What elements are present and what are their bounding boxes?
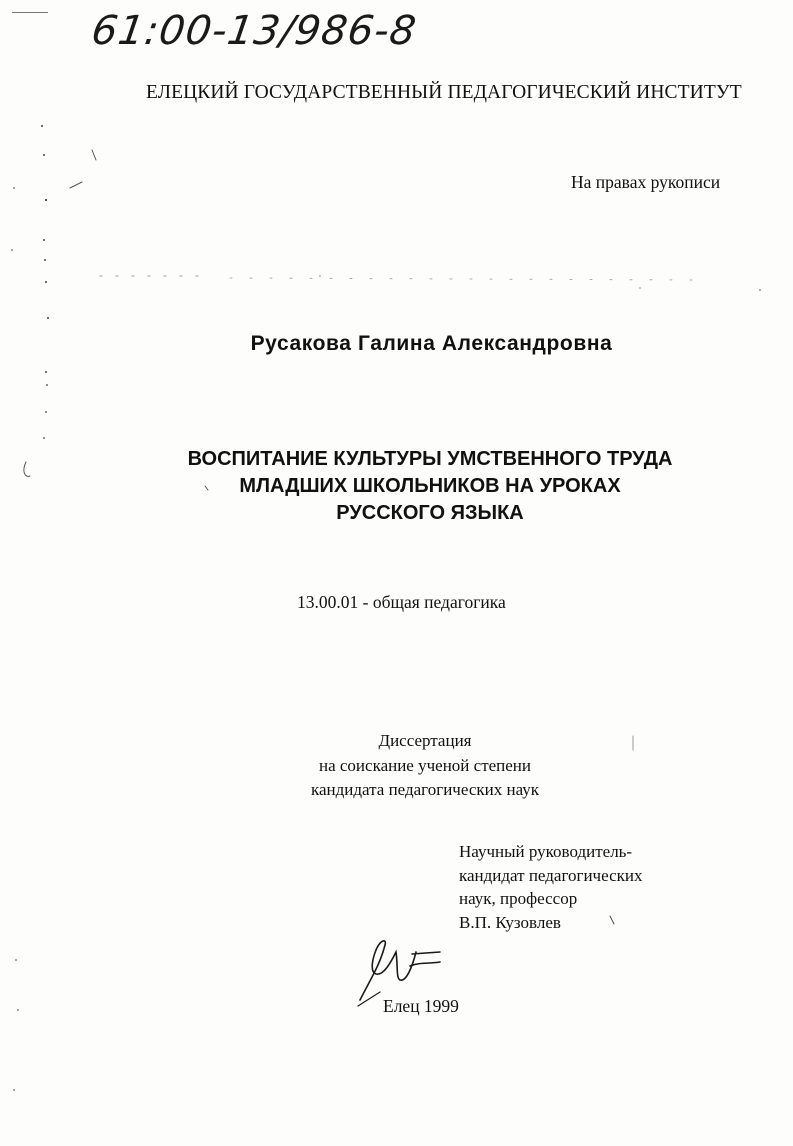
title-line-1: ВОСПИТАНИЕ КУЛЬТУРЫ УМСТВЕННОГО ТРУДА — [187, 448, 673, 470]
dissertation-statement — [290, 729, 560, 803]
author-name: Русакова Галина Александровна — [250, 332, 613, 355]
city-year: Елец 1999 — [383, 996, 459, 1016]
dissertation-line-1: Диссертация — [378, 731, 472, 750]
supervisor-info — [459, 840, 642, 934]
title-line-3: РУССКОГО ЯЗЫКА — [336, 502, 524, 524]
dissertation-line-3: кандидата педагогических наук — [310, 780, 540, 799]
dissertation-line-2: на соискание ученой степени — [318, 755, 532, 775]
institute-name: ЕЛЕЦКИЙ ГОСУДАРСТВЕННЫЙ ПЕДАГОГИЧЕСКИЙ ИНСТИТУТ — [146, 82, 742, 103]
title-line-2: МЛАДШИХ ШКОЛЬНИКОВ НА УРОКАХ — [239, 475, 621, 497]
specialty-code: 13.00.01 - общая педагогика — [297, 592, 506, 612]
top-edge-mark — [12, 12, 48, 13]
manuscript-note: На правах рукописи — [571, 172, 721, 192]
dissertation-title — [150, 446, 710, 527]
supervisor-line-2: кандидат педагогических — [459, 865, 643, 885]
supervisor-line-3: наук, профессор — [459, 889, 578, 908]
supervisor-line-4: В.П. Кузовлев — [459, 912, 561, 932]
archive-number: 61:00-13/986-8 — [88, 8, 420, 54]
supervisor-line-1: Научный руководитель- — [459, 842, 633, 861]
